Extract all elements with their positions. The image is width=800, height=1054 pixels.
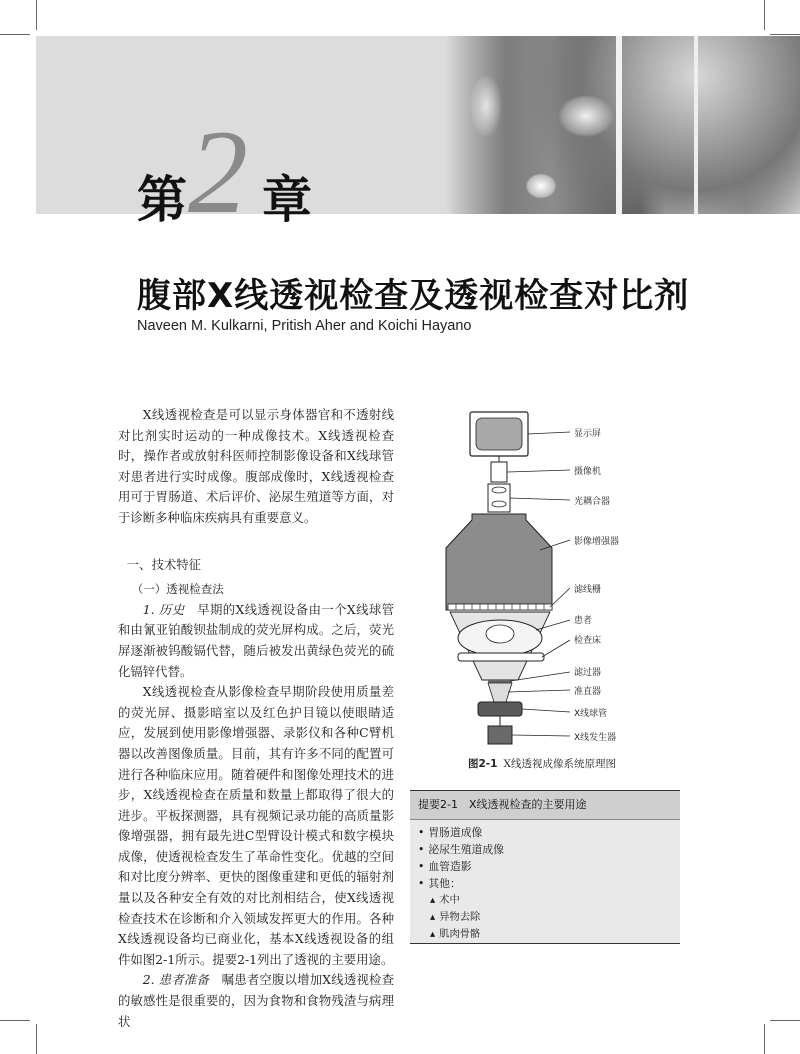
body-column <box>118 405 394 1032</box>
summary-list <box>410 824 680 943</box>
paragraph-lead: 1. 历史 <box>142 601 185 617</box>
camera-shape <box>491 462 507 482</box>
paragraph <box>118 970 394 1032</box>
authors: Naveen M. Kulkarni, Pritish Aher and Koichi Hayano <box>137 318 472 334</box>
grid-shape <box>448 604 552 610</box>
crop-mark <box>764 0 765 30</box>
crop-mark <box>0 1020 30 1021</box>
label-collimator: 准直器 <box>574 687 602 697</box>
fluoroscopy-diagram <box>410 400 670 780</box>
list-item: • 胃肠道成像 <box>418 826 483 839</box>
summary-box <box>410 790 680 944</box>
paragraph: X线透视检查是可以显示身体器官和不透射线对比剂实时运动的一种成像技术。X线透视检查时，操作者或放射科医师控制影像设备和X线球管对患者进行实时成像。腹部成像时，X线透视检查用可于胃肠道、术后评价、泌尿生殖道等方面，对于诊断多种临床疾病具有重要意义。 <box>118 407 394 525</box>
label-display: 显示屏 <box>574 429 602 439</box>
paragraph: X线透视检查从影像检查早期阶段使用质量差的荧光屏、摄影暗室以及红色护目镜以使眼睛适应，发展到使用影像增强器、录影仪和各种C臂机器以改善图像质量。目前，其有许多不同的配置可进行各种临床应用。随着硬件和图像处理技术的进步，X线透视检查在质量和数量上都取得了很大的进步。平板探测器，具有视频记录功能的高质量影像增强器，拥有最先进C型臂设计模式和数字模块成像，使透视检查发生了革命性变化。优越的空间和对比度分辨率、更快的图像重建和更低的辐射剂量以及各种安全有效的对比剂相结合，使X线透视检查技术在诊断和介入领域发挥更大的作用。各种X线透视设备均已商业化，基本X线透视设备的组件如图2-1所示。提要2-1列出了透视的主要用途。 <box>118 684 394 967</box>
intensifier-shape <box>446 514 552 610</box>
chapter-suffix: 章 <box>262 170 312 229</box>
paragraph <box>118 600 394 682</box>
label-patient: 患者 <box>574 616 593 626</box>
figure-number: 图2-1 <box>468 758 498 770</box>
label-tube: X线球管 <box>574 709 608 719</box>
tube-shape <box>478 702 522 716</box>
list-item: • 泌尿生殖道成像 <box>418 843 504 856</box>
collimator-shape <box>488 683 512 702</box>
figure-caption <box>468 756 616 771</box>
label-generator: X线发生器 <box>574 733 617 743</box>
crop-mark <box>770 34 800 35</box>
chapter-number: 2 <box>188 105 248 238</box>
label-filter: 滤过器 <box>574 668 602 678</box>
list-item: • 其他： <box>418 877 461 890</box>
paragraph-lead: 2. 患者准备 <box>142 972 210 988</box>
chapter-title: 腹部X线透视检查及透视检查对比剂 <box>137 276 690 316</box>
filter-shape <box>488 680 512 683</box>
paragraph-text: 早期的X线透视设备由一个X线球管和由氰亚铂酸钡盐制成的荧光屏构成。之后，荧光屏逐渐被钨酸镉代替，随后被发出黄绿色荧光的硫化镉锌代替。 <box>118 601 394 679</box>
crop-mark <box>0 34 30 35</box>
generator-shape <box>488 726 512 744</box>
section-heading: 一、技术特征 <box>126 556 202 572</box>
sub-list-item: ▴ 异物去除 <box>430 911 481 923</box>
ct-scan-image <box>446 36 800 214</box>
subsection-heading: （一）透视检查法 <box>131 582 224 597</box>
label-camera: 摄像机 <box>574 467 602 477</box>
paragraph-text: 嘱患者空腹以增加X线透视检查的敏感性是很重要的，因为食物和食物残渣与病理状 <box>118 972 395 1029</box>
coupler-shape <box>488 484 510 512</box>
label-coupler: 光耦合器 <box>574 497 611 507</box>
table-shape <box>458 653 544 661</box>
chapter-prefix: 第 <box>137 170 187 229</box>
image-divider <box>694 36 698 214</box>
label-grid: 滤线栅 <box>574 585 602 595</box>
list-item: • 血管造影 <box>418 860 472 873</box>
label-table: 检查床 <box>574 636 602 646</box>
crop-mark <box>770 1020 800 1021</box>
sub-list-item: ▴ 肌肉骨骼 <box>430 928 481 940</box>
figure-caption-text: X线透视成像系统原理图 <box>503 758 616 770</box>
crop-mark <box>36 1024 37 1054</box>
crop-mark <box>764 1024 765 1054</box>
crop-mark <box>36 0 37 30</box>
label-intensifier: 影像增强器 <box>574 537 620 547</box>
summary-box-title: 提要2-1 X线透视检查的主要用途 <box>410 791 680 820</box>
sub-list-item: ▴ 术中 <box>430 894 460 906</box>
